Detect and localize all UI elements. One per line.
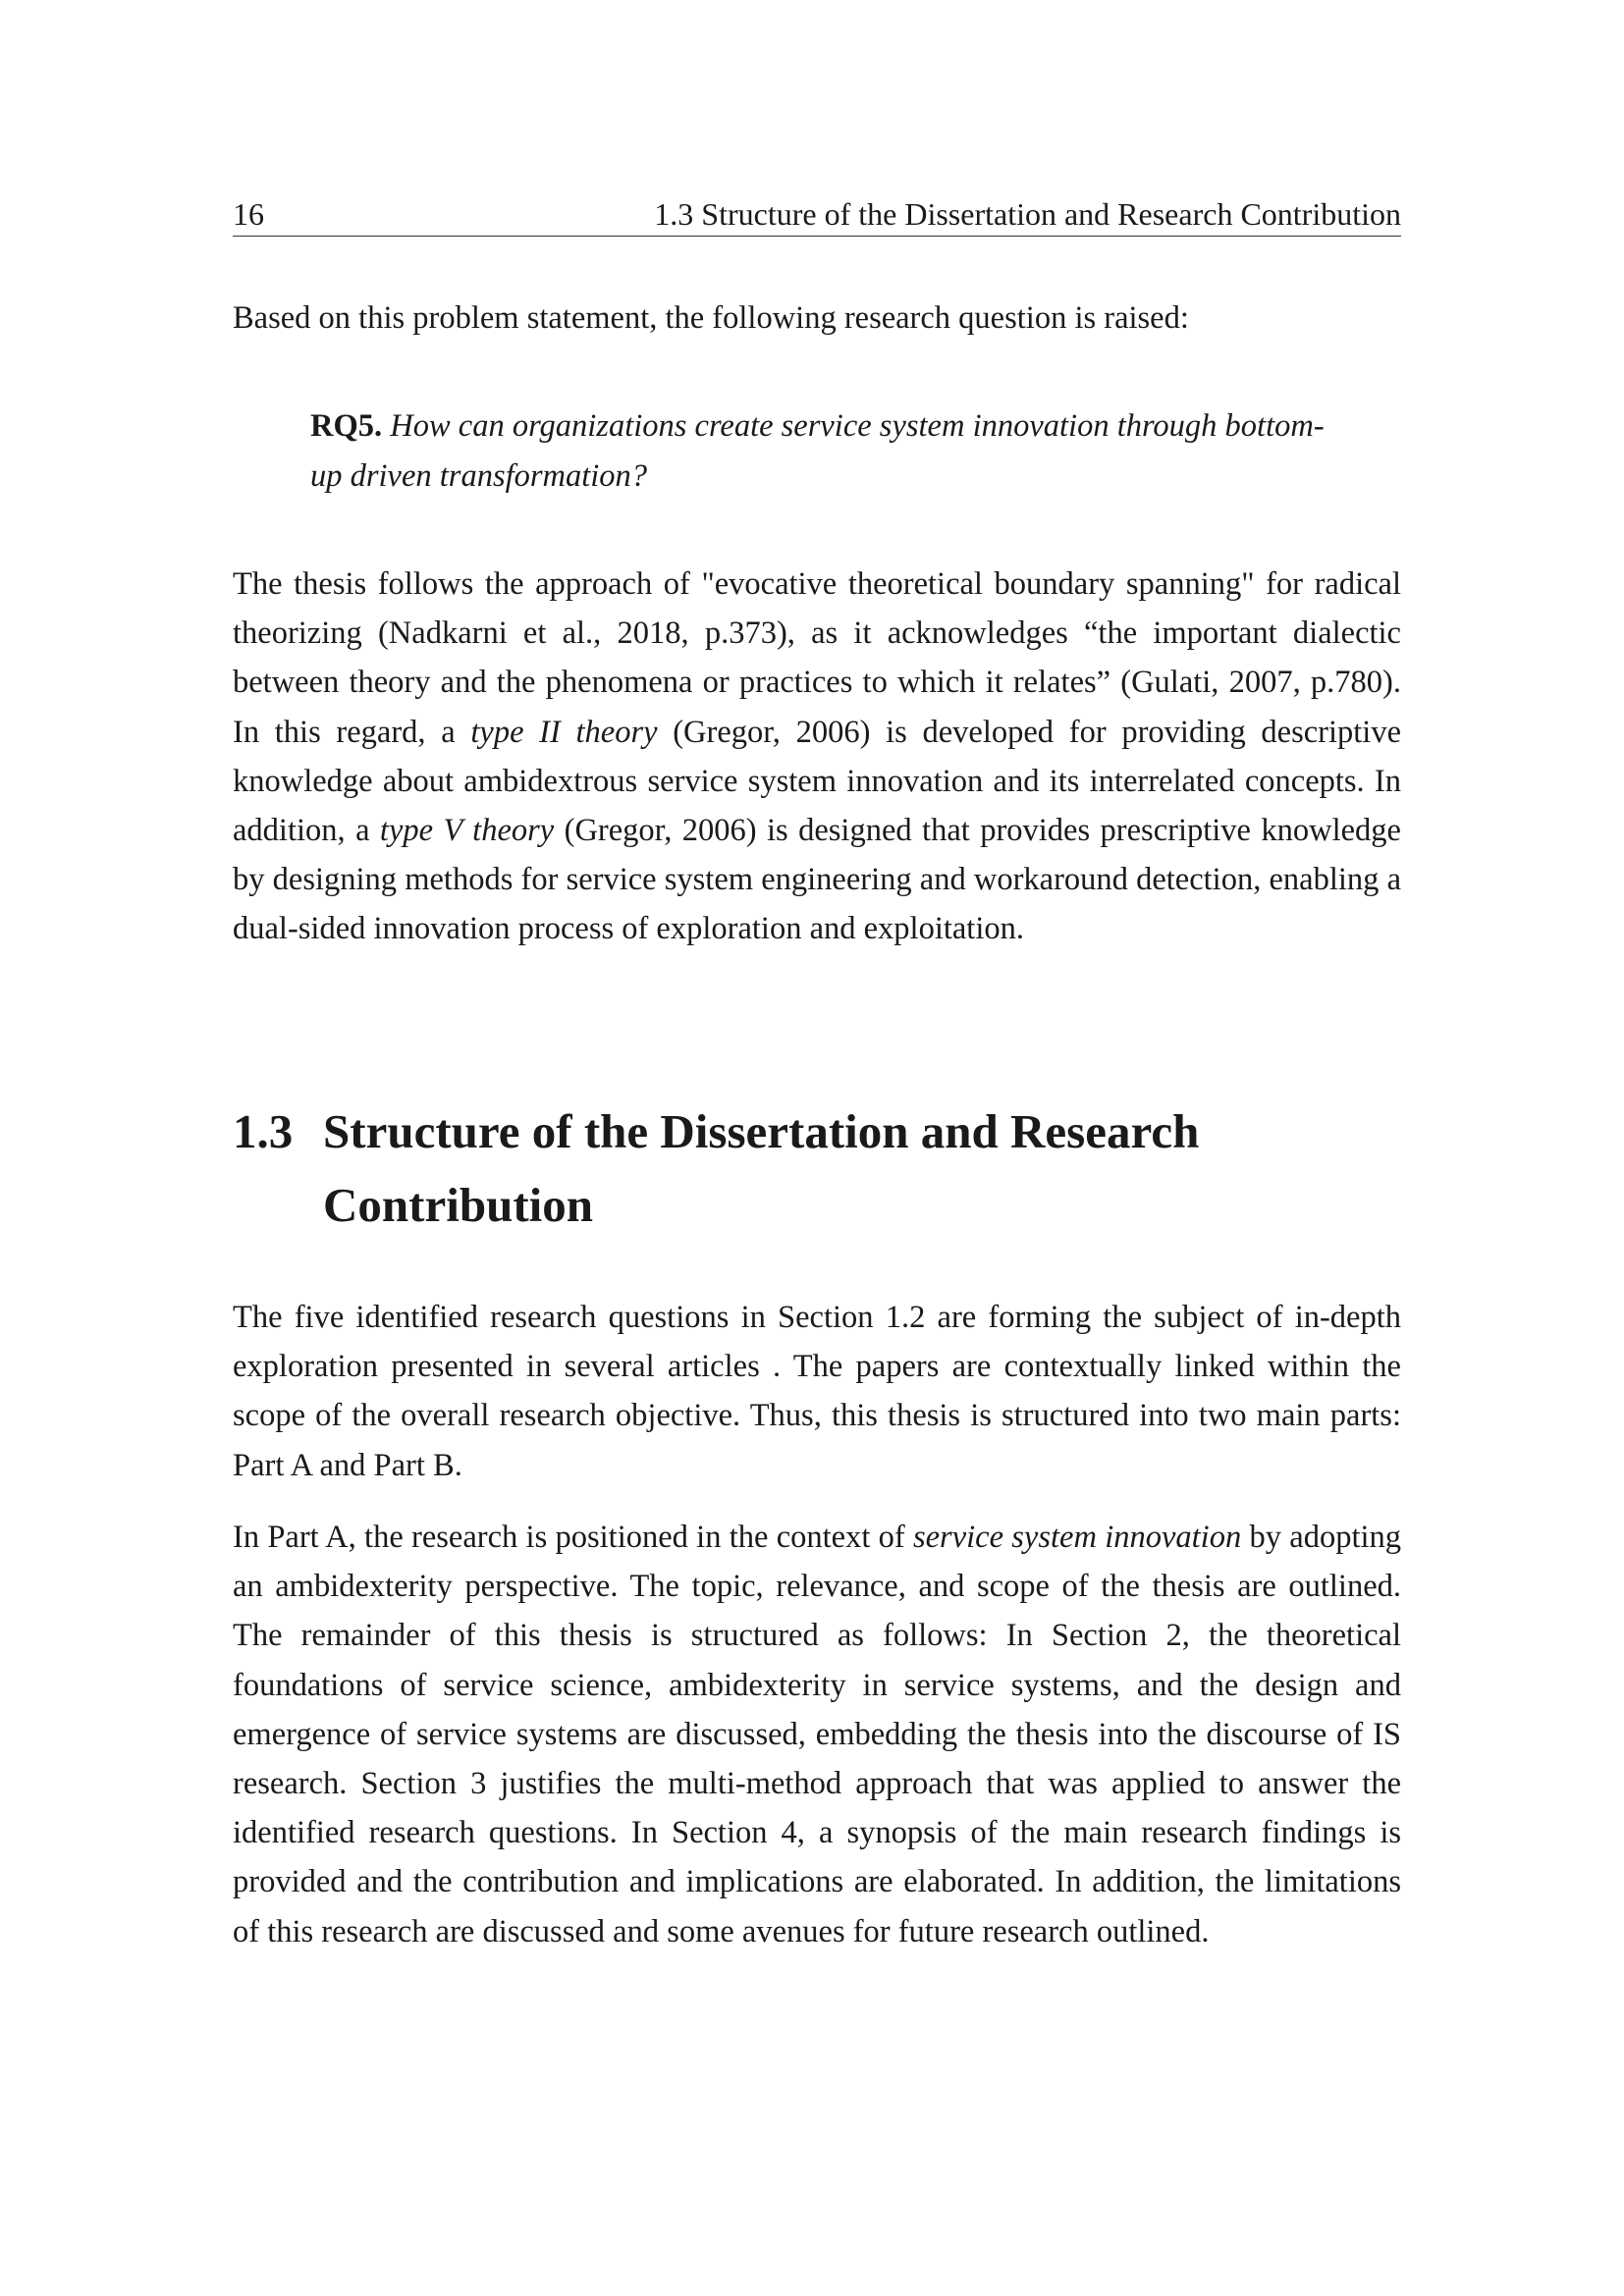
page-number: 16 [233,196,264,232]
theory-paragraph [233,560,1401,954]
running-title: 1.3 Structure of the Dissertation and Research Contribution [654,196,1401,232]
section-number: 1.3 [233,1104,294,1158]
research-question-text: How can organizations create service system innovation through bottom-up driven transformation? [310,408,1325,494]
research-question-label: RQ5. [310,408,383,444]
running-header [233,192,1401,237]
part-a-paragraph-text-2: by adopting an ambidexterity perspective. The topic, relevance, and scope of the thesis are outlined. The remainder of this thesis is structured as follows: In Section 2, the theoretical foundations of service science, ambidexterity in service systems, and the design and emergence of service systems are discussed, embedding the thesis into the discourse of IS research. Section 3 justifies the multi-method approach that was applied to answer the identified research questions. In Section 4, a synopsis of the main research findings is provided and the contribution and implications are elaborated. In addition, the limitations of this research are discussed and some avenues for future research outlined. [233,1520,1401,1949]
research-question-block [310,401,1351,501]
theory-type-ii-emphasis: type II theory [470,714,658,750]
structure-paragraph: The five identified research questions in Section 1.2 are forming the subject of in-depth exploration presented in several articles . The papers are contextually linked within the scope of the overall research objective. Thus, this thesis is structured into two main parts: Part A and Part B. [233,1300,1401,1483]
intro-paragraph: Based on this problem statement, the following research question is raised: [233,300,1189,336]
theory-type-v-emphasis: type V theory [379,813,555,849]
section-title: Structure of the Dissertation and Research Contribution [323,1104,1200,1232]
theory-paragraph-text-3: (Gregor, 2006) is designed that provides prescriptive knowledge by designing methods for service system engineering and workaround detection, enabling a dual-sided innovation process of exploration and exploitation. [233,813,1401,947]
service-system-innovation-emphasis: service system innovation [912,1520,1242,1555]
part-a-paragraph-text-1: In Part A, the research is positioned in the context of [233,1520,913,1555]
theory-paragraph-text-1: The thesis follows the approach of "evocative theoretical boundary spanning" for radical theorizing (Nadkarni et al., 2018, p.373), as it acknowledges “the important dialectic between theory and the phenomena or practices to which it relates” (Gulati, 2007, p.780). In this regard, a [233,566,1401,750]
part-a-paragraph [233,1513,1401,1956]
theory-paragraph-text-2: (Gregor, 2006) is developed for providing descriptive knowledge about ambidextrous service system innovation and its interrelated concepts. In addition, a [233,714,1401,849]
